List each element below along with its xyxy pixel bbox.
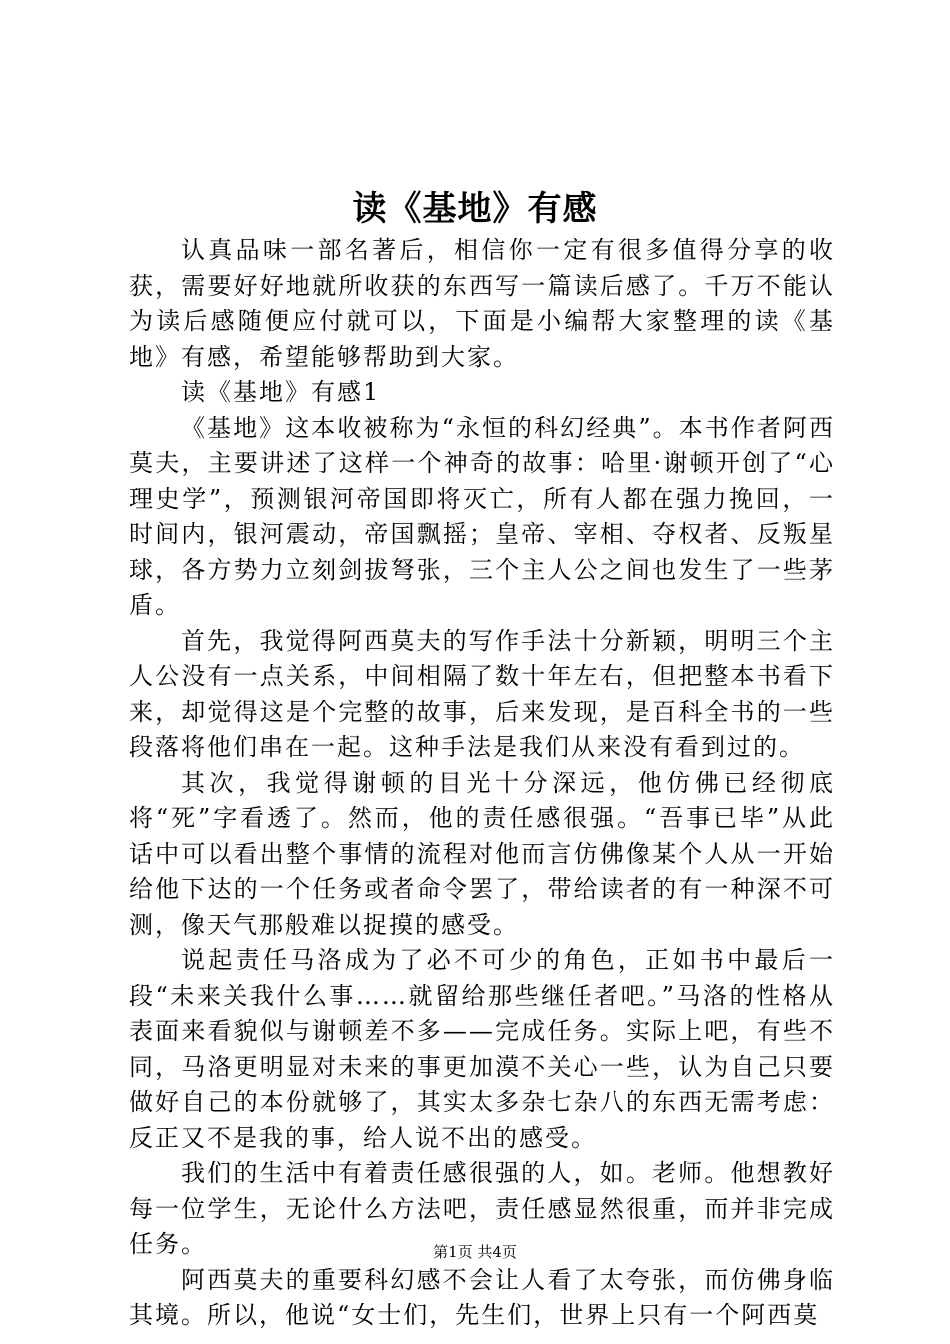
body-paragraph: 其次，我觉得谢顿的目光十分深远，他仿佛已经彻底将“死”字看透了。然而，他的责任感很强。“吾事已毕”从此话中可以看出整个事情的流程对他而言仿佛像某个人从一开始给他下达的一个任务或者命令罢了，带给读者的有一种深不可测，像天气那般难以捉摸的感受。: [129, 768, 835, 939]
body-paragraph: 首先，我觉得阿西莫夫的写作手法十分新颖，明明三个主人公没有一点关系，中间相隔了数十年左右，但把整本书看下来，却觉得这是个完整的故事，后来发现，是百科全书的一些段落将他们串在一起。这种手法是我们从来没有看到过的。: [129, 626, 835, 761]
intro-paragraph: 认真品味一部名著后，相信你一定有很多值得分享的收获，需要好好地就所收获的东西写一篇读后感了。千万不能认为读后感随便应付就可以，下面是小编帮大家整理的读《基地》有感，希望能够帮助到大家。: [129, 236, 835, 371]
section-heading: 读《基地》有感1: [181, 378, 381, 406]
body-paragraph: 《基地》这本收被称为“永恒的科幻经典”。本书作者阿西莫夫，主要讲述了这样一个神奇的故事：哈里·谢顿开创了“心理史学”，预测银河帝国即将灭亡，所有人都在强力挽回，一时间内，银河震动，帝国飘摇；皇帝、宰相、夺权者、反叛星球，各方势力立刻剑拔弩张，三个主人公之间也发生了一些茅盾。: [129, 413, 835, 619]
document-body: [129, 233, 835, 1334]
body-paragraph: 我们的生活中有着责任感很强的人，如。老师。他想教好每一位学生，无论什么方法吧，责任感显然很重，而并非完成任务。: [129, 1159, 835, 1258]
document-title: 读《基地》有感: [352, 189, 598, 229]
page-footer: 第1页 共4页: [433, 1243, 517, 1261]
body-paragraph: 说起责任马洛成为了必不可少的角色，正如书中最后一段“未来关我什么事……就留给那些继任者吧。”马洛的性格从表面来看貌似与谢顿差不多——完成任务。实际上吧，有些不同，马洛更明显对未来的事更加漠不关心一些，认为自己只要做好自己的本份就够了，其实太多杂七杂八的东西无需考虑：反正又不是我的事，给人说不出的感受。: [129, 946, 835, 1152]
body-paragraph: 阿西莫夫的重要科幻感不会让人看了太夸张，而仿佛身临其境。所以，他说“女士们，先生们，世界上只有一个阿西莫: [129, 1265, 835, 1329]
